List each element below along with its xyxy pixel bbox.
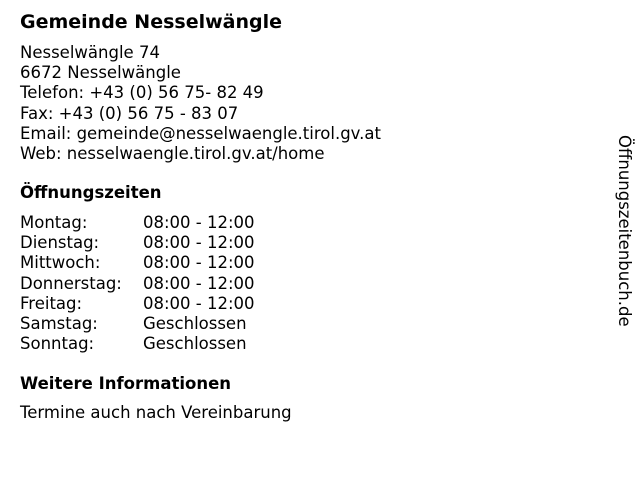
hours-time: Geschlossen	[143, 334, 247, 354]
hours-time: 08:00 - 12:00	[143, 273, 255, 293]
street-address: Nesselwängle 74	[20, 43, 160, 62]
website-address: Web: nesselwaengle.tirol.gv.at/home	[20, 143, 325, 163]
fax-number: Fax: +43 (0) 56 75 - 83 07	[20, 103, 239, 123]
opening-hours-heading: Öffnungszeiten	[20, 183, 162, 202]
hours-time: 08:00 - 12:00	[143, 213, 255, 232]
further-info-text: Termine auch nach Vereinbarung	[20, 403, 292, 422]
hours-day: Donnerstag:	[20, 273, 122, 293]
email-address: Email: gemeinde@nesselwaengle.tirol.gv.at	[20, 123, 381, 143]
further-info-heading: Weitere Informationen	[20, 374, 232, 393]
hours-day: Mittwoch:	[20, 253, 101, 273]
hours-time: 08:00 - 12:00	[143, 253, 255, 273]
brand-watermark: Öffnungszeitenbuch.de	[615, 135, 634, 327]
page-title: Gemeinde Nesselwängle	[20, 11, 283, 33]
hours-time: 08:00 - 12:00	[143, 293, 255, 313]
hours-day: Dienstag:	[20, 233, 100, 253]
hours-time: Geschlossen	[143, 313, 247, 333]
hours-day: Montag:	[20, 213, 88, 232]
city-address: 6672 Nesselwängle	[20, 63, 181, 83]
hours-day: Sonntag:	[20, 334, 95, 354]
hours-day: Freitag:	[20, 293, 83, 313]
hours-day: Samstag:	[20, 313, 98, 333]
hours-time: 08:00 - 12:00	[143, 233, 255, 253]
contact-block	[20, 43, 381, 164]
phone-number: Telefon: +43 (0) 56 75- 82 49	[20, 83, 264, 103]
